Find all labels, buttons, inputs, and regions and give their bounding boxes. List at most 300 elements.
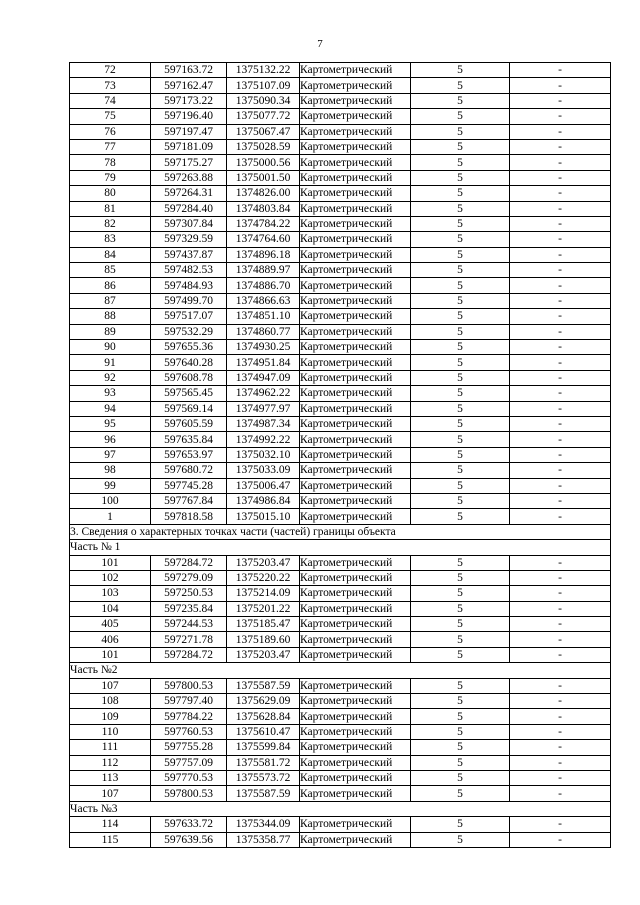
point-number-cell: 78 [70,155,151,170]
accuracy-cell: 5 [411,447,510,462]
description-cell: - [510,93,611,108]
point-number-cell: 89 [70,324,151,339]
description-cell: - [510,170,611,185]
method-cell: Картометрический [300,724,411,739]
table-row [70,139,611,154]
description-cell: - [510,293,611,308]
section-header-row [70,801,611,816]
accuracy-cell: 5 [411,432,510,447]
y-coordinate-cell: 1374803.84 [227,201,300,216]
accuracy-cell: 5 [411,755,510,770]
point-number-cell: 101 [70,647,151,662]
description-cell: - [510,586,611,601]
point-number-cell: 75 [70,109,151,124]
x-coordinate-cell: 597181.09 [151,139,227,154]
x-coordinate-cell: 597162.47 [151,78,227,93]
method-cell: Картометрический [300,247,411,262]
y-coordinate-cell: 1374866.63 [227,293,300,308]
x-coordinate-cell: 597173.22 [151,93,227,108]
x-coordinate-cell: 597175.27 [151,155,227,170]
accuracy-cell: 5 [411,93,510,108]
y-coordinate-cell: 1375001.50 [227,170,300,185]
x-coordinate-cell: 597284.40 [151,201,227,216]
point-number-cell: 85 [70,263,151,278]
description-cell: - [510,232,611,247]
point-number-cell: 405 [70,617,151,632]
method-cell: Картометрический [300,78,411,93]
description-cell: - [510,278,611,293]
method-cell: Картометрический [300,63,411,78]
y-coordinate-cell: 1375189.60 [227,632,300,647]
table-row [70,463,611,478]
y-coordinate-cell: 1374784.22 [227,216,300,231]
description-cell: - [510,340,611,355]
description-cell: - [510,478,611,493]
x-coordinate-cell: 597633.72 [151,817,227,832]
x-coordinate-cell: 597757.09 [151,755,227,770]
table-row [70,478,611,493]
point-number-cell: 406 [70,632,151,647]
y-coordinate-cell: 1375032.10 [227,447,300,462]
description-cell: - [510,355,611,370]
description-cell: - [510,139,611,154]
accuracy-cell: 5 [411,632,510,647]
method-cell: Картометрический [300,309,411,324]
description-cell: - [510,124,611,139]
table-row [70,63,611,78]
method-cell: Картометрический [300,601,411,616]
point-number-cell: 98 [70,463,151,478]
accuracy-cell: 5 [411,139,510,154]
table-row [70,709,611,724]
point-number-cell: 110 [70,724,151,739]
y-coordinate-cell: 1375358.77 [227,832,300,847]
y-coordinate-cell: 1375107.09 [227,78,300,93]
section-header: Часть № 1 [70,540,611,555]
accuracy-cell: 5 [411,493,510,508]
section-header: 3. Сведения о характерных точках части (частей) границы объекта [70,524,611,539]
description-cell: - [510,370,611,385]
table-row [70,201,611,216]
table-row [70,370,611,385]
point-number-cell: 111 [70,740,151,755]
table-row [70,832,611,847]
accuracy-cell: 5 [411,109,510,124]
point-number-cell: 95 [70,416,151,431]
point-number-cell: 77 [70,139,151,154]
y-coordinate-cell: 1374764.60 [227,232,300,247]
description-cell: - [510,509,611,524]
point-number-cell: 74 [70,93,151,108]
table-row [70,724,611,739]
method-cell: Картометрический [300,740,411,755]
description-cell: - [510,617,611,632]
x-coordinate-cell: 597655.36 [151,340,227,355]
accuracy-cell: 5 [411,832,510,847]
point-number-cell: 87 [70,293,151,308]
x-coordinate-cell: 597767.84 [151,493,227,508]
method-cell: Картометрический [300,832,411,847]
page-number: 7 [317,38,323,50]
method-cell: Картометрический [300,617,411,632]
method-cell: Картометрический [300,293,411,308]
accuracy-cell: 5 [411,355,510,370]
table-row [70,432,611,447]
table-row [70,509,611,524]
table-row [70,186,611,201]
x-coordinate-cell: 597437.87 [151,247,227,262]
accuracy-cell: 5 [411,155,510,170]
x-coordinate-cell: 597244.53 [151,617,227,632]
method-cell: Картометрический [300,401,411,416]
x-coordinate-cell: 597760.53 [151,724,227,739]
x-coordinate-cell: 597653.97 [151,447,227,462]
accuracy-cell: 5 [411,678,510,693]
description-cell: - [510,709,611,724]
accuracy-cell: 5 [411,740,510,755]
y-coordinate-cell: 1375610.47 [227,724,300,739]
accuracy-cell: 5 [411,786,510,801]
description-cell: - [510,263,611,278]
point-number-cell: 115 [70,832,151,847]
point-number-cell: 72 [70,63,151,78]
table-row [70,278,611,293]
accuracy-cell: 5 [411,586,510,601]
table-row [70,817,611,832]
x-coordinate-cell: 597800.53 [151,786,227,801]
y-coordinate-cell: 1375015.10 [227,509,300,524]
y-coordinate-cell: 1374896.18 [227,247,300,262]
method-cell: Картометрический [300,124,411,139]
accuracy-cell: 5 [411,170,510,185]
method-cell: Картометрический [300,355,411,370]
method-cell: Картометрический [300,463,411,478]
table-row [70,447,611,462]
method-cell: Картометрический [300,493,411,508]
point-number-cell: 107 [70,678,151,693]
table-row [70,324,611,339]
accuracy-cell: 5 [411,463,510,478]
accuracy-cell: 5 [411,601,510,616]
table-row [70,586,611,601]
y-coordinate-cell: 1375006.47 [227,478,300,493]
y-coordinate-cell: 1375220.22 [227,570,300,585]
accuracy-cell: 5 [411,401,510,416]
accuracy-cell: 5 [411,709,510,724]
x-coordinate-cell: 597250.53 [151,586,227,601]
point-number-cell: 112 [70,755,151,770]
table-row [70,340,611,355]
description-cell: - [510,201,611,216]
y-coordinate-cell: 1375000.56 [227,155,300,170]
section-header-row [70,663,611,678]
table-row [70,232,611,247]
description-cell: - [510,647,611,662]
table-row [70,755,611,770]
point-number-cell: 94 [70,401,151,416]
y-coordinate-cell: 1375185.47 [227,617,300,632]
y-coordinate-cell: 1375033.09 [227,463,300,478]
point-number-cell: 99 [70,478,151,493]
accuracy-cell: 5 [411,555,510,570]
y-coordinate-cell: 1375629.09 [227,694,300,709]
table-row [70,263,611,278]
description-cell: - [510,247,611,262]
method-cell: Картометрический [300,370,411,385]
y-coordinate-cell: 1375201.22 [227,601,300,616]
y-coordinate-cell: 1375587.59 [227,678,300,693]
x-coordinate-cell: 597784.22 [151,709,227,724]
point-number-cell: 88 [70,309,151,324]
accuracy-cell: 5 [411,370,510,385]
method-cell: Картометрический [300,93,411,108]
accuracy-cell: 5 [411,216,510,231]
coordinates-table [69,62,611,848]
accuracy-cell: 5 [411,263,510,278]
x-coordinate-cell: 597197.47 [151,124,227,139]
y-coordinate-cell: 1375132.22 [227,63,300,78]
y-coordinate-cell: 1375599.84 [227,740,300,755]
description-cell: - [510,416,611,431]
description-cell: - [510,109,611,124]
y-coordinate-cell: 1374977.97 [227,401,300,416]
accuracy-cell: 5 [411,340,510,355]
table-row [70,601,611,616]
point-number-cell: 96 [70,432,151,447]
y-coordinate-cell: 1374947.09 [227,370,300,385]
point-number-cell: 108 [70,694,151,709]
x-coordinate-cell: 597755.28 [151,740,227,755]
y-coordinate-cell: 1375067.47 [227,124,300,139]
table-row [70,617,611,632]
method-cell: Картометрический [300,386,411,401]
point-number-cell: 104 [70,601,151,616]
point-number-cell: 84 [70,247,151,262]
x-coordinate-cell: 597279.09 [151,570,227,585]
point-number-cell: 91 [70,355,151,370]
x-coordinate-cell: 597517.07 [151,309,227,324]
description-cell: - [510,493,611,508]
accuracy-cell: 5 [411,570,510,585]
x-coordinate-cell: 597797.40 [151,694,227,709]
x-coordinate-cell: 597640.28 [151,355,227,370]
method-cell: Картометрический [300,570,411,585]
description-cell: - [510,386,611,401]
method-cell: Картометрический [300,263,411,278]
x-coordinate-cell: 597532.29 [151,324,227,339]
x-coordinate-cell: 597635.84 [151,432,227,447]
accuracy-cell: 5 [411,694,510,709]
accuracy-cell: 5 [411,186,510,201]
point-number-cell: 103 [70,586,151,601]
coordinates-table-body [70,63,611,848]
y-coordinate-cell: 1374826.00 [227,186,300,201]
table-row [70,216,611,231]
point-number-cell: 86 [70,278,151,293]
x-coordinate-cell: 597329.59 [151,232,227,247]
point-number-cell: 114 [70,817,151,832]
description-cell: - [510,694,611,709]
table-row [70,386,611,401]
x-coordinate-cell: 597499.70 [151,293,227,308]
description-cell: - [510,78,611,93]
table-row [70,93,611,108]
method-cell: Картометрический [300,278,411,293]
description-cell: - [510,63,611,78]
point-number-cell: 83 [70,232,151,247]
accuracy-cell: 5 [411,770,510,785]
method-cell: Картометрический [300,447,411,462]
x-coordinate-cell: 597235.84 [151,601,227,616]
method-cell: Картометрический [300,709,411,724]
description-cell: - [510,309,611,324]
method-cell: Картометрический [300,632,411,647]
y-coordinate-cell: 1374992.22 [227,432,300,447]
description-cell: - [510,216,611,231]
table-row [70,770,611,785]
method-cell: Картометрический [300,340,411,355]
x-coordinate-cell: 597680.72 [151,463,227,478]
accuracy-cell: 5 [411,63,510,78]
method-cell: Картометрический [300,555,411,570]
table-row [70,170,611,185]
description-cell: - [510,678,611,693]
accuracy-cell: 5 [411,247,510,262]
method-cell: Картометрический [300,647,411,662]
table-row [70,786,611,801]
description-cell: - [510,463,611,478]
method-cell: Картометрический [300,694,411,709]
table-row [70,416,611,431]
accuracy-cell: 5 [411,416,510,431]
point-number-cell: 107 [70,786,151,801]
x-coordinate-cell: 597565.45 [151,386,227,401]
accuracy-cell: 5 [411,78,510,93]
accuracy-cell: 5 [411,309,510,324]
method-cell: Картометрический [300,186,411,201]
method-cell: Картометрический [300,509,411,524]
y-coordinate-cell: 1374930.25 [227,340,300,355]
accuracy-cell: 5 [411,278,510,293]
x-coordinate-cell: 597484.93 [151,278,227,293]
description-cell: - [510,401,611,416]
y-coordinate-cell: 1375587.59 [227,786,300,801]
table-row [70,740,611,755]
method-cell: Картометрический [300,232,411,247]
point-number-cell: 79 [70,170,151,185]
description-cell: - [510,186,611,201]
description-cell: - [510,786,611,801]
point-number-cell: 90 [70,340,151,355]
method-cell: Картометрический [300,201,411,216]
x-coordinate-cell: 597271.78 [151,632,227,647]
y-coordinate-cell: 1375028.59 [227,139,300,154]
x-coordinate-cell: 597818.58 [151,509,227,524]
y-coordinate-cell: 1375203.47 [227,647,300,662]
method-cell: Картометрический [300,109,411,124]
point-number-cell: 81 [70,201,151,216]
table-row [70,632,611,647]
method-cell: Картометрический [300,324,411,339]
y-coordinate-cell: 1375214.09 [227,586,300,601]
table-row [70,678,611,693]
accuracy-cell: 5 [411,509,510,524]
x-coordinate-cell: 597569.14 [151,401,227,416]
y-coordinate-cell: 1374987.34 [227,416,300,431]
description-cell: - [510,555,611,570]
method-cell: Картометрический [300,678,411,693]
x-coordinate-cell: 597163.72 [151,63,227,78]
x-coordinate-cell: 597770.53 [151,770,227,785]
method-cell: Картометрический [300,786,411,801]
table-row [70,109,611,124]
y-coordinate-cell: 1374860.77 [227,324,300,339]
description-cell: - [510,724,611,739]
method-cell: Картометрический [300,170,411,185]
description-cell: - [510,770,611,785]
section-header-row [70,524,611,539]
accuracy-cell: 5 [411,324,510,339]
description-cell: - [510,155,611,170]
table-row [70,124,611,139]
accuracy-cell: 5 [411,232,510,247]
point-number-cell: 113 [70,770,151,785]
point-number-cell: 109 [70,709,151,724]
y-coordinate-cell: 1375581.72 [227,755,300,770]
x-coordinate-cell: 597605.59 [151,416,227,431]
method-cell: Картометрический [300,586,411,601]
method-cell: Картометрический [300,755,411,770]
table-row [70,78,611,93]
method-cell: Картометрический [300,478,411,493]
table-row [70,309,611,324]
x-coordinate-cell: 597284.72 [151,555,227,570]
y-coordinate-cell: 1375077.72 [227,109,300,124]
x-coordinate-cell: 597800.53 [151,678,227,693]
method-cell: Картометрический [300,216,411,231]
description-cell: - [510,740,611,755]
section-header-row [70,540,611,555]
point-number-cell: 82 [70,216,151,231]
y-coordinate-cell: 1375628.84 [227,709,300,724]
accuracy-cell: 5 [411,617,510,632]
point-number-cell: 101 [70,555,151,570]
accuracy-cell: 5 [411,647,510,662]
method-cell: Картометрический [300,770,411,785]
method-cell: Картометрический [300,155,411,170]
point-number-cell: 1 [70,509,151,524]
description-cell: - [510,570,611,585]
method-cell: Картометрический [300,139,411,154]
point-number-cell: 76 [70,124,151,139]
y-coordinate-cell: 1374886.70 [227,278,300,293]
accuracy-cell: 5 [411,478,510,493]
description-cell: - [510,432,611,447]
description-cell: - [510,817,611,832]
x-coordinate-cell: 597608.78 [151,370,227,385]
description-cell: - [510,324,611,339]
y-coordinate-cell: 1374962.22 [227,386,300,401]
table-row [70,647,611,662]
x-coordinate-cell: 597307.84 [151,216,227,231]
y-coordinate-cell: 1374986.84 [227,493,300,508]
table-row [70,570,611,585]
table-row [70,355,611,370]
table-row [70,155,611,170]
point-number-cell: 92 [70,370,151,385]
x-coordinate-cell: 597196.40 [151,109,227,124]
table-row [70,694,611,709]
